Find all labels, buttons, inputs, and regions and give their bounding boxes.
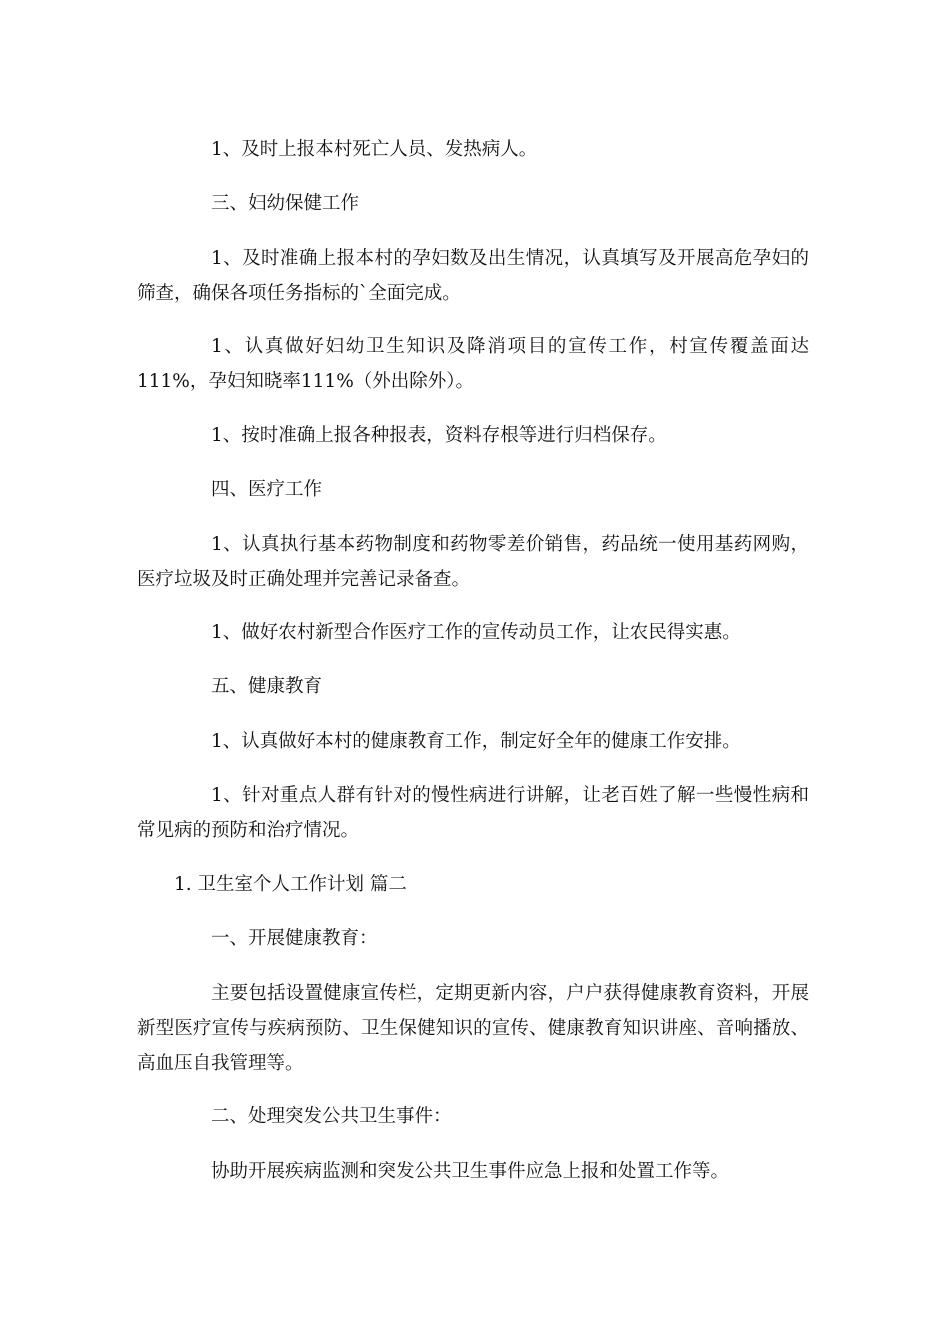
heading-health-education: 五、健康教育 (211, 676, 323, 697)
paragraph-cooperative-medical: 1、做好农村新型合作医疗工作的宣传动员工作，让农民得实惠。 (211, 622, 741, 643)
heading-public-health-emergency: 二、处理突发公共卫生事件： (211, 1106, 452, 1127)
heading-carry-out-health-education: 一、开展健康教育： (211, 928, 378, 949)
paragraph-essential-drugs: 1、认真执行基本药物制度和药物零差价销售，药品统一使用基药网购，医疗垃圾及时正确处理并完善记录备查。 (137, 534, 809, 590)
paragraph-report-forms: 1、按时准确上报各种报表，资料存根等进行归档保存。 (211, 425, 667, 446)
paragraph-pregnancy-report: 1、及时准确上报本村的孕妇数及出生情况，认真填写及开展高危孕妇的筛查，确保各项任务指标的`全面完成。 (137, 248, 809, 304)
paragraph-disease-monitoring: 协助开展疾病监测和突发公共卫生事件应急上报和处置工作等。 (211, 1161, 730, 1182)
paragraph-chronic-disease: 1、针对重点人群有针对的慢性病进行讲解，让老百姓了解一些慢性病和常见病的预防和治疗情况。 (137, 785, 809, 841)
paragraph-health-education-content: 主要包括设置健康宣传栏，定期更新内容，户户获得健康教育资料，开展新型医疗宣传与疾病预防、卫生保健知识的宣传、健康教育知识讲座、音响播放、高血压自我管理等。 (137, 983, 809, 1074)
heading-maternal-child-health: 三、妇幼保健工作 (211, 193, 360, 214)
section-title-part-two: 1. 卫生室个人工作计划 篇二 (174, 874, 407, 895)
paragraph-report-deaths: 1、及时上报本村死亡人员、发热病人。 (211, 139, 538, 160)
paragraph-health-publicity: 1、认真做好妇幼卫生知识及降消项目的宣传工作，村宣传覆盖面达111%，孕妇知晓率111%（外出除外）。 (137, 336, 809, 392)
heading-medical-work: 四、医疗工作 (211, 479, 323, 500)
paragraph-health-education-work: 1、认真做好本村的健康教育工作，制定好全年的健康工作安排。 (211, 731, 741, 752)
